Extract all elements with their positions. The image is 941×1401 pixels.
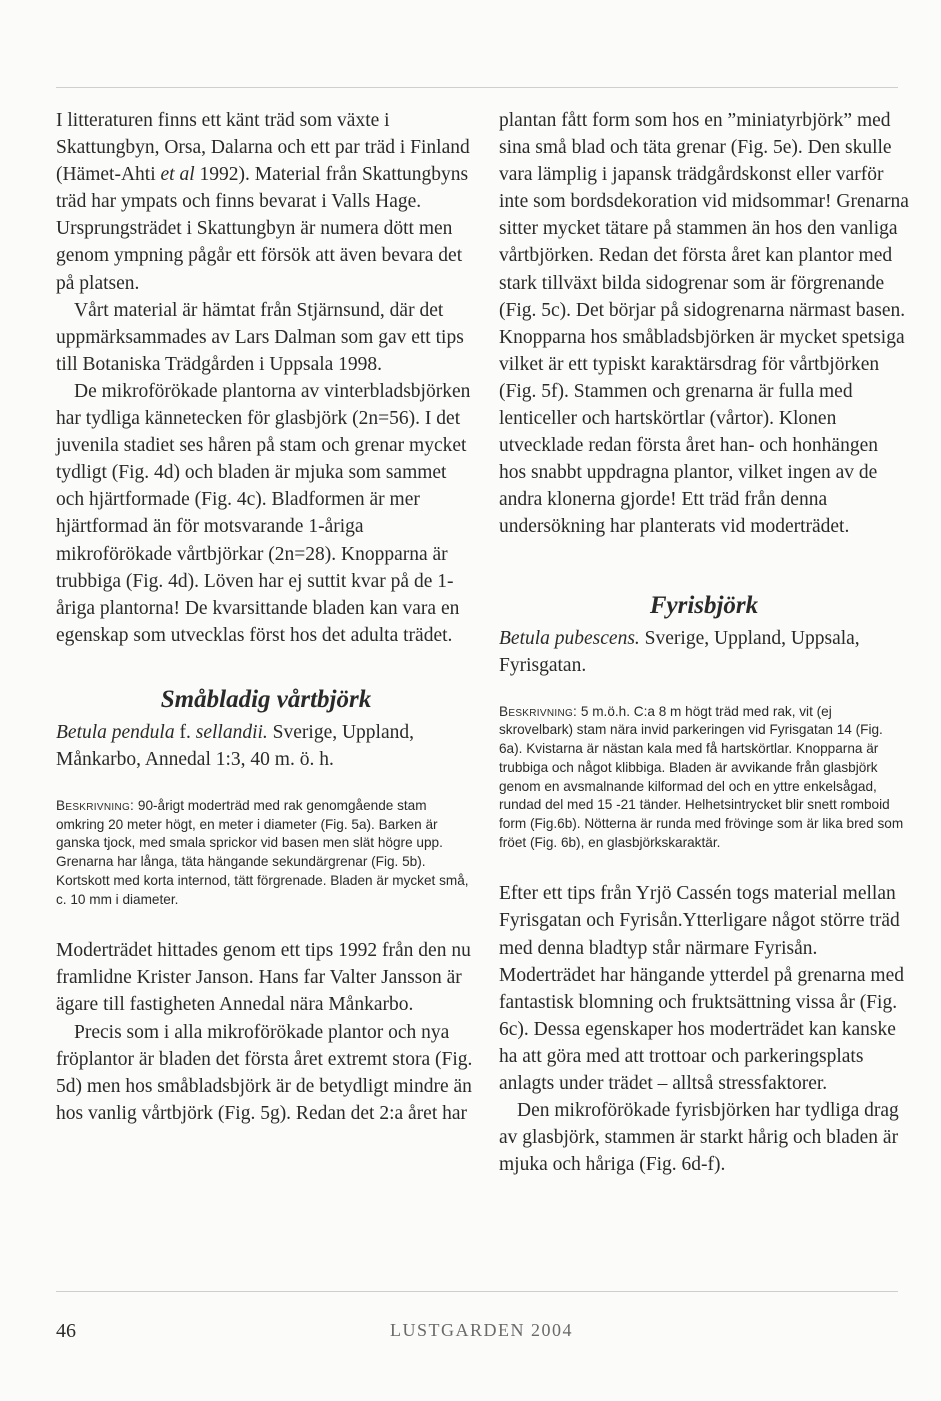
paragraph-yrjo-cassen: Efter ett tips från Yrjö Cassén togs material mellan Fyrisgatan och Fyrisån.Ytterligare något större träd med denna bladtyp står närmare Fyrisån. Moderträdet har hängande ytterdel på grenarna med fantastisk blomning och fruktsättning vissa år (Fig. 6c). Dessa egenskaper hos moderträdet kan kanske ha att göra med att trottoar och parkeringsplats anlagts under trädet – alltså stressfaktorer. [499,883,904,1094]
species-line-fyrisbjork: Betula pubescens. Sverige, Uppland, Uppsala, Fyrisgatan. [499,627,860,676]
bottom-rule [56,1291,898,1292]
description-smabladig: Beskrivning: 90-årigt moderträd med rak genomgående stam omkring 20 meter högt, en meter i diameter (Fig. 5a). Barken är ganska tjock, med smala sprickor vid basen men slät högre upp. Grenarna har långa, täta hängande sekundärgrenar (Fig. 5b). Kortskott med korta internod, tätt förgrenade. Bladen är mycket små, c. 10 mm i diameter. [56,798,469,907]
paragraph-fyrisbjorken: Den mikroförökade fyrisbjörken har tydliga drag av glasbjörk, stammen är starkt hårig och bladen är mjuka och håriga (Fig. 6d-f). [499,1100,899,1176]
magazine-footer: LUSTGARDEN 2004 [390,1320,573,1340]
section-heading-fyrisbjork: Fyrisbjörk [649,591,759,619]
paragraph-miniatyrbjork: plantan fått form som hos en ”miniatyrbjörk” med sina små blad och täta grenar (Fig. 5e). Den skulle vara lämplig i japansk trädgårdskonst eller varför inte som bordsdekoration vid midsommar! Grenarna sitter mycket tätare på stammen än hos den vanliga vårtbjörken. Redan det första året kan plantor med stark tillväxt bilda sidogrenar som är förgrenande (Fig. 5c). Det börjar på sidogrenarna närmast basen. Knopparna hos småbladsbjörken är mycket spetsiga vilket är ett typiskt karaktärsdrag för vårtbjörken (Fig. 5f). Stammen och grenarna är fulla med lenticeller och hartskörtlar (vårtor). Klonen utvecklade redan första året han- och honhängen hos snabbt uppdragna plantor, vilket ingen av de andra klonerna gjorde! Ett träd från denna undersökning har planterats vid moderträdet. [499,110,909,538]
top-rule [56,87,898,88]
description-fyrisbjork: Beskrivning: 5 m.ö.h. C:a 8 m högt träd med rak, vit (ej skrovelbark) stam nära invid parkeringen vid Fyrisgatan 14 (Fig. 6a). Kvistarna är nästan kala med få hartskörtlar. Knopparna är trubbiga och något klibbiga. Bladen är avvikande från glasbjörk genom en avsmalnande kilformad del och en yttre enkelsågad, rundad del med 15 -21 tänder. Helhetsintrycket blir snett romboid form (Fig.6b). Nötterna är runda med frövinge som är lika bred som fröet (Fig. 6b), en glasbjörkskaraktär. [499,703,904,850]
left-column [56,107,476,1127]
section-heading-smabladig: Småbladig vårtbjörk [160,685,372,713]
paragraph-skattungbyn: I litteraturen finns ett känt träd som växte i Skattungbyn, Orsa, Dalarna och ett par träd i Finland (Hämet-Ahti et al 1992). Material från Skattungbyns träd har ympats och finns bevarat i Valls Hage. Ursprungsträdet i Skattungbyn är numera dött men genom ympning pågår ett försök att även bevara det på platsen. [56,110,470,294]
paragraph-mikroforokade: De mikroförökade plantorna av vinterbladsbjörken har tydliga kännetecken för glasbjörk (2n=56). I det juvenila stadiet ses håren på stam och grenar mycket tydligt (Fig. 4d) och bladen är mjuka som sammet och hjärtformade (Fig. 4c). Bladformen är mer hjärtformad än för motsvarande 1-åriga mikroförökade vårtbjörkar (2n=28). Knopparna är trubbiga (Fig. 4d). Löven har ej suttit kvar på de 1-åriga plantorna! De kvarsittande bladen kan vara en egenskap som utvecklas först hos det adulta trädet. [56,380,471,646]
paragraph-stjarnsund: Vårt material är hämtat från Stjärnsund, där det uppmärksammades av Lars Dalman som gav ett tips till Botaniska Trädgården i Uppsala 1998. [56,299,464,375]
paragraph-precis: Precis som i alla mikroförökade plantor och nya fröplantor är bladen det första året extremt stora (Fig. 5d) men hos småbladsbjörk är de betydligt mindre än hos vanlig vårtbjörk (Fig. 5g). Redan det 2:a året har [56,1021,473,1124]
paragraph-modertradet: Moderträdet hittades genom ett tips 1992 från den nu framlidne Krister Janson. Hans far Valter Jansson är ägare till fastigheten Annedal nära Månkarbo. [56,940,471,1016]
right-column [499,107,909,1178]
page-number: 46 [56,1320,76,1342]
species-line-smabladig: Betula pendula f. sellandii. Sverige, Uppland, Månkarbo, Annedal 1:3, 40 m. ö. h. [56,721,415,770]
